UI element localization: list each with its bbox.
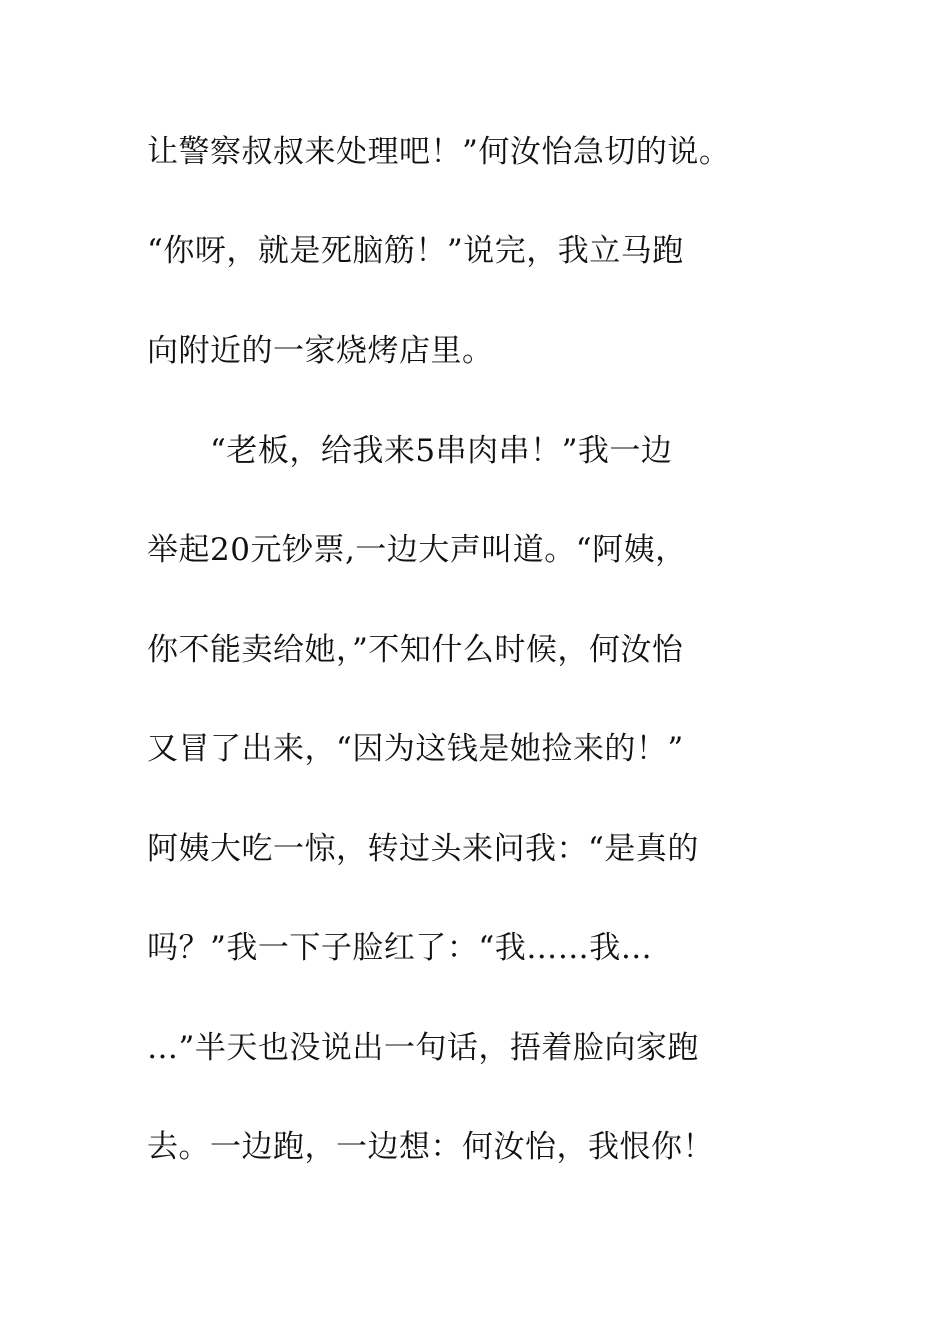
text-line: …”半天也没说出一句话，捂着脸向家跑 xyxy=(147,1030,699,1066)
text-line: 向附近的一家烧烤店里。 xyxy=(147,333,494,369)
text-line: “老板，给我来5串肉串！”我一边 xyxy=(147,433,673,469)
text-line: “你呀，就是死脑筋！”说完，我立马跑 xyxy=(147,233,684,269)
text-line: 你不能卖给她，”不知什么时候，何汝怡 xyxy=(147,632,684,668)
text-line: 阿姨大吃一惊，转过头来问我：“是真的 xyxy=(147,831,699,867)
text-line: 又冒了出来，“因为这钱是她捡来的！” xyxy=(147,731,684,767)
text-line: 举起20元钞票,一边大声叫道。“阿姨， xyxy=(147,532,687,568)
text-line: 让警察叔叔来处理吧！”何汝怡急切的说。 xyxy=(147,134,731,170)
text-line: 去。一边跑，一边想：何汝怡，我恨你！ xyxy=(147,1129,714,1165)
text-line: 吗？”我一下子脸红了：“我……我… xyxy=(147,930,653,966)
